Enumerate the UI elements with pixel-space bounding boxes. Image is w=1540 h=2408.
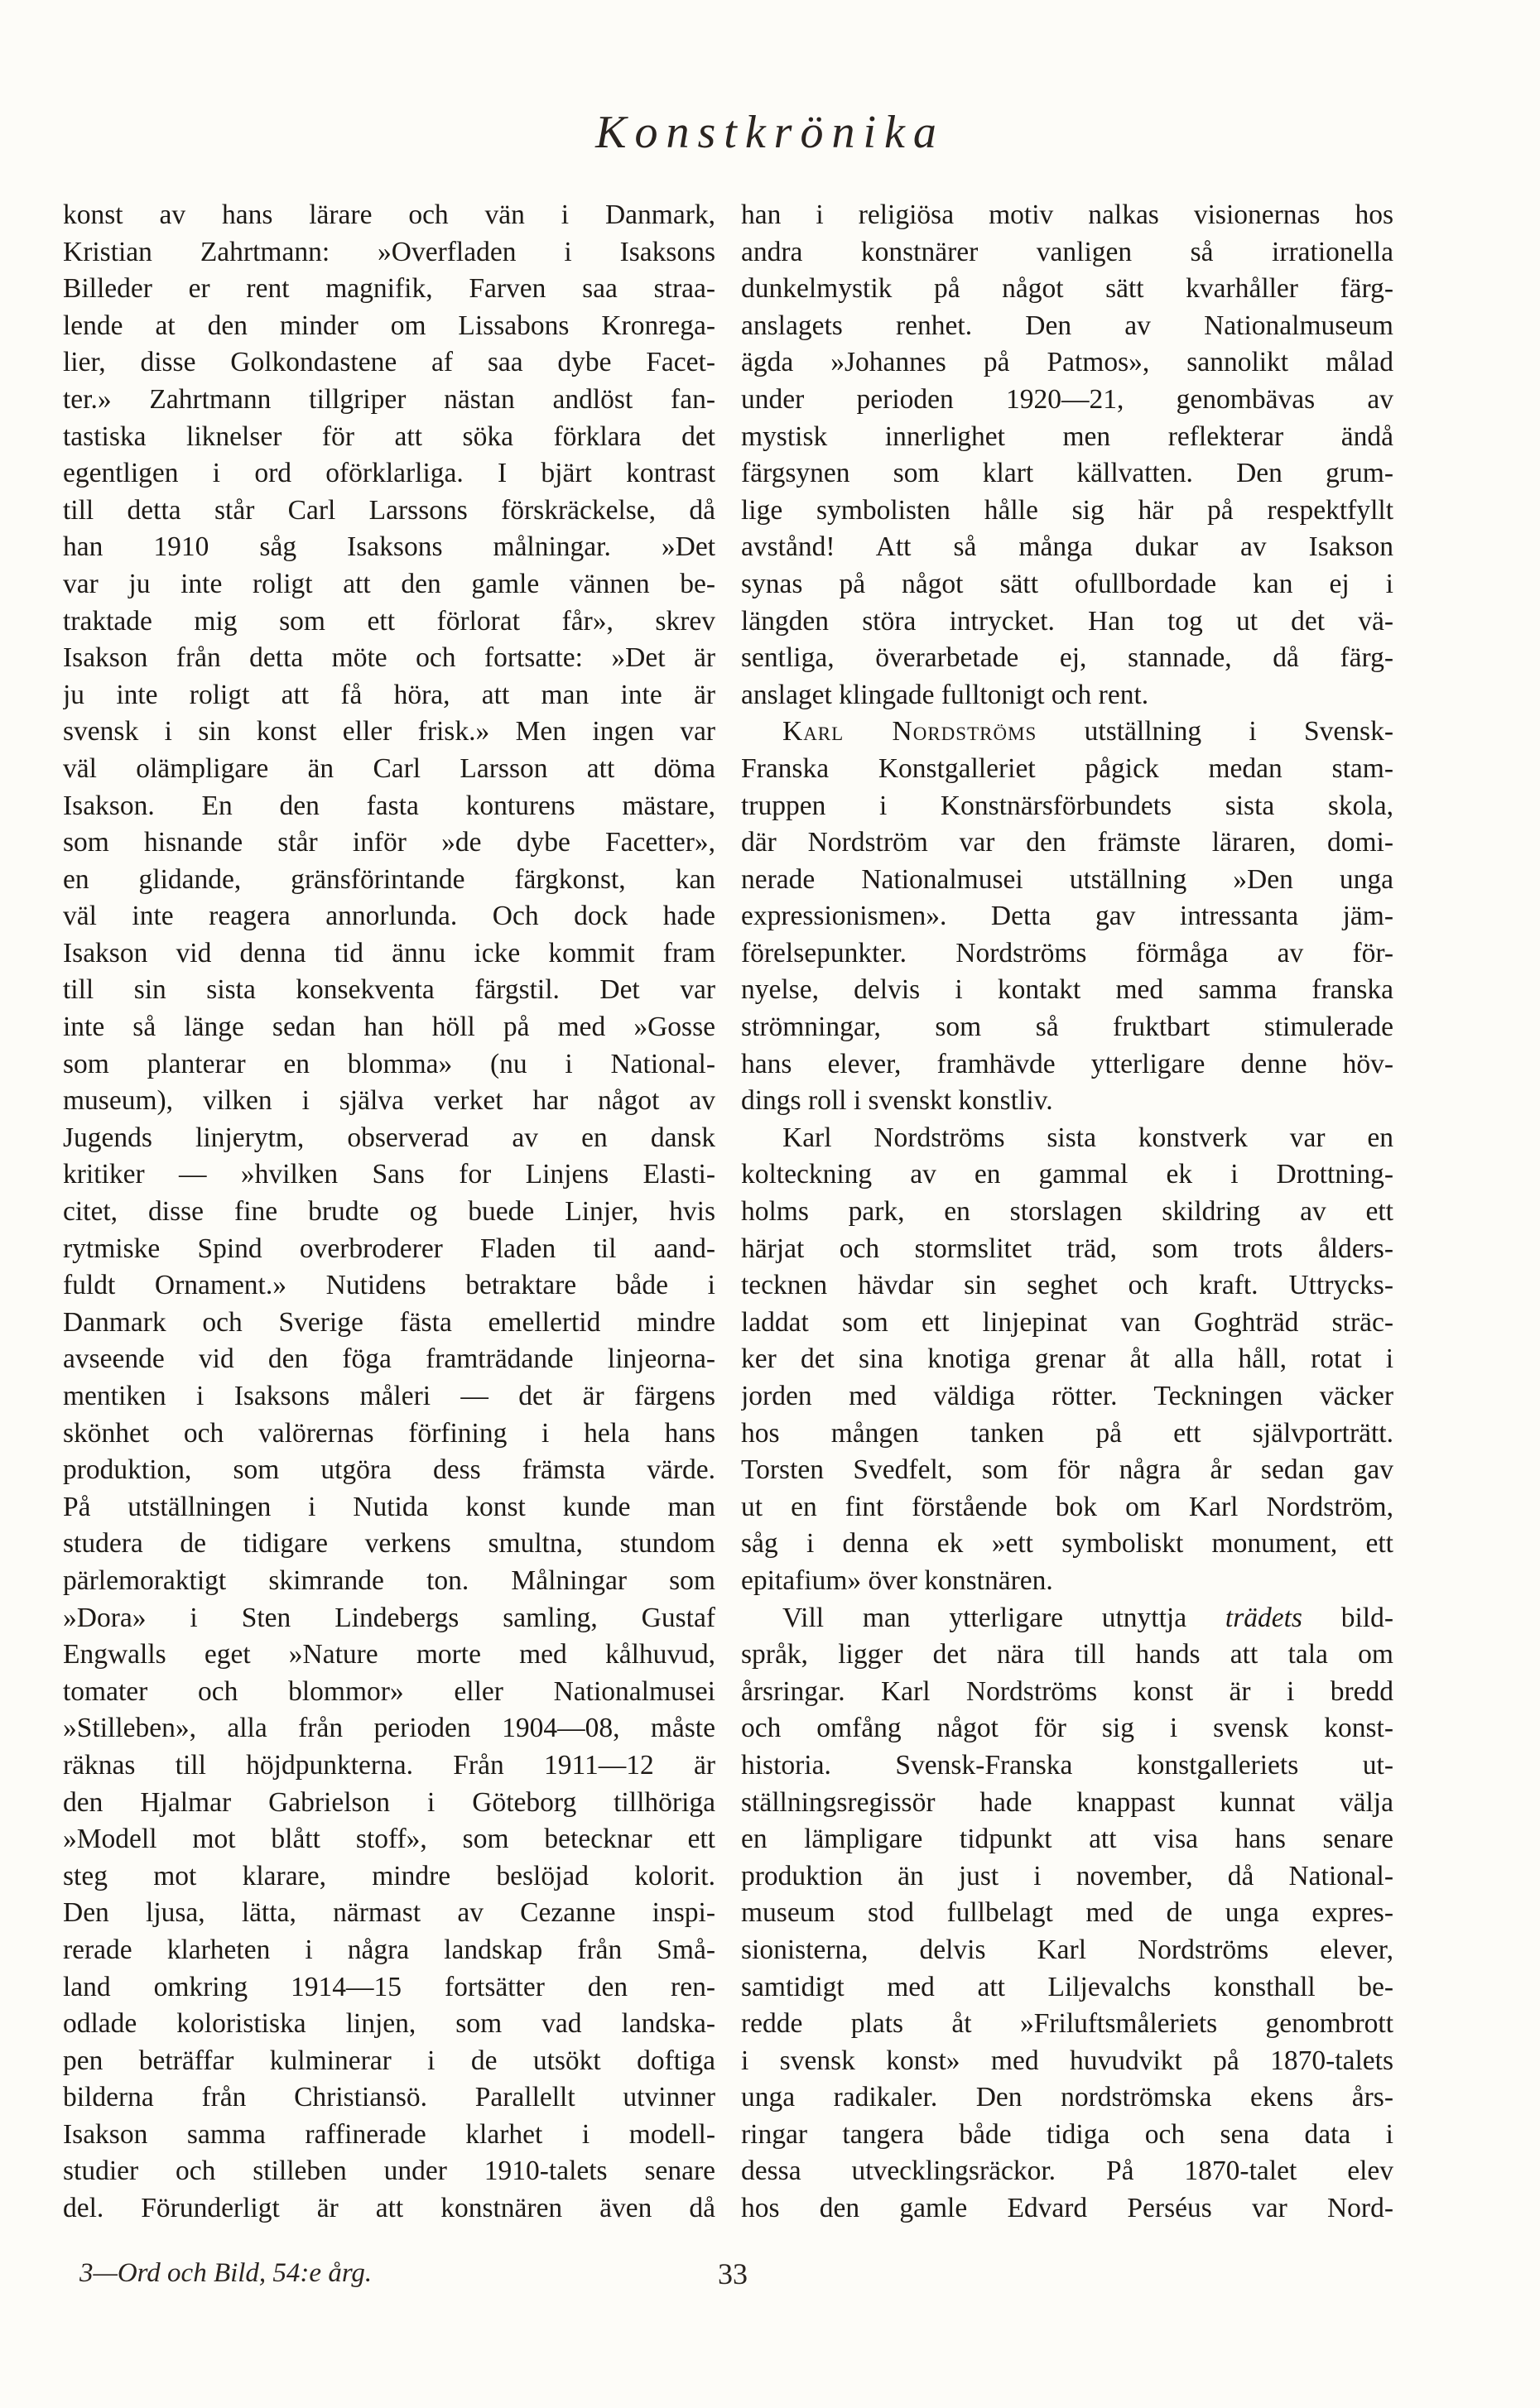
text-line: förelsepunkter. Nordströms förmåga av för- [741,937,1393,968]
text-line: dunkelmystik på något sätt kvarhåller färg- [741,273,1393,305]
text-line: historia. Svensk-Franska konstgalleriets ut- [741,1749,1393,1781]
text-line: där Nordström var den främste läraren, domi- [741,827,1393,858]
text-line: ju inte roligt att få höra, att man inte är [63,679,715,710]
text-line: unga radikaler. Den nordströmska ekens års- [741,2082,1393,2113]
text-line: samtidigt med att Liljevalchs konsthall be- [741,1971,1393,2002]
text-line: studier och stilleben under 1910-talets senare [63,2156,715,2187]
paragraph-last-artwork [741,1120,1393,1600]
text-line: tastiska liknelser för att söka förklara det [63,421,715,452]
text-line: andra konstnärer vanligen så irrationella [741,236,1393,267]
text-line: hos den gamle Edvard Perséus var Nord- [741,2193,1393,2224]
text-line: land omkring 1914—15 fortsätter den ren- [63,1971,715,2002]
text-line: lende at den minder om Lissabons Kronrega- [63,310,715,341]
text-line: nerade Nationalmusei utställning »Den unga [741,863,1393,895]
text-line: lige symbolisten hålle sig här på respektfyllt [741,494,1393,526]
text-line: under perioden 1920—21, genombävas av [741,383,1393,415]
text-line: ringar tangera både tidiga och sena data i [741,2118,1393,2150]
small-caps-name: Karl Nordströms [782,716,1037,747]
text-line: studera de tidigare verkens smultna, stundom [63,1528,715,1560]
text-line: väl olämpligare än Carl Larsson att döma [63,752,715,784]
text-line: ter.» Zahrtmann tillgriper nästan andlöst fan- [63,383,715,415]
text-line: Den ljusa, lätta, närmast av Cezanne inspi- [63,1897,715,1929]
text-line: ut en fint förstående bok om Karl Nordström, [741,1491,1393,1522]
text-line: Jugends linjerytm, observerad av en dansk [63,1122,715,1153]
text-line: kritiker — »hvilken Sans for Linjens Elasti- [63,1159,715,1190]
text-line: kolteckning av en gammal ek i Drottning- [741,1159,1393,1190]
text-line: årsringar. Karl Nordströms konst är i bredd [741,1675,1393,1707]
text-line: Torsten Svedfelt, som för några år sedan gav [741,1454,1393,1486]
text-line: anslagets renhet. Den av Nationalmuseum [741,310,1393,341]
left-column [63,197,715,2228]
text-line: ställningsregissör hade knappast kunnat välja [741,1786,1393,1818]
text-line: museum), vilken i själva verket har något av [63,1085,715,1117]
text-line: pen beträffar kulminerar i de utsökt doftiga [63,2045,715,2076]
text-line: språk, ligger det nära till hands att tala om [741,1639,1393,1670]
text-line: en glidande, gränsförintande färgkonst, kan [63,863,715,895]
text-line: i svensk konst» med huvudvikt på 1870-talets [741,2045,1393,2076]
text-line: räknas till höjdpunkterna. Från 1911—12 är [63,1749,715,1781]
text-line: »Modell mot blått stoff», som betecknar ett [63,1824,715,1855]
text-line: en lämpligare tidpunkt att visa hans senare [741,1824,1393,1855]
right-column [741,197,1393,2228]
italic-word: trädets [1225,1602,1302,1633]
text-line: Danmark och Sverige fästa emellertid mindre [63,1306,715,1338]
page-number: 33 [718,2257,748,2290]
text-line: som hisnande står inför »de dybe Facetter», [63,827,715,858]
text-line: expressionismen». Detta gav intressanta jäm- [741,901,1393,932]
text-line: som planterar en blomma» (nu i National- [63,1048,715,1079]
text-line: strömningar, som så fruktbart stimulerade [741,1012,1393,1043]
text-line: fuldt Ornament.» Nutidens betraktare både i [63,1270,715,1301]
text-line: väl inte reagera annorlunda. Och dock hade [63,901,715,932]
text-line: hans elever, framhävde ytterligare denne höv- [741,1048,1393,1079]
text-line: mystisk innerlighet men reflekterar ändå [741,421,1393,452]
text-line: odlade koloristiska linjen, som vad landska- [63,2008,715,2040]
text-line: dings roll i svenskt konstliv. [741,1085,1053,1117]
text-line: jorden med väldiga rötter. Teckningen väcker [741,1381,1393,1411]
text-line: museum stod fullbelagt med de unga expres- [741,1897,1393,1929]
text-line: avstånd! Att så många dukar av Isakson [741,531,1393,563]
journal-signature: 3—Ord och Bild, 54:e årg. [79,2258,373,2288]
text-line: epitafium» över konstnären. [741,1564,1053,1596]
text-line: han i religiösa motiv nalkas visionernas hos [741,199,1393,230]
text-line: avseende vid den föga framträdande linjeorna- [63,1343,715,1375]
text-line: citet, disse fine brudte og buede Linjer, hvis [63,1196,715,1228]
text-line: »Stilleben», alla från perioden 1904—08, måste [63,1713,715,1744]
text-line: Kristian Zahrtmann: »Overfladen i Isaksons [63,236,715,267]
text-line: Isakson från detta möte och fortsatte: »Det är [63,642,715,674]
text-line: holms park, en storslagen skildring av ett [741,1196,1393,1228]
text-line: del. Förunderligt är att konstnären även då [63,2193,715,2224]
text-line: dessa utvecklingsräckor. På 1870-talet elev [741,2156,1393,2187]
text-line: bilderna från Christiansö. Parallellt utvinner [63,2082,715,2113]
text-line: var ju inte roligt att den gamle vännen be- [63,568,715,599]
text-line: traktade mig som ett förlorat får», skrev [63,605,715,637]
text-line: lier, disse Golkondastene af saa dybe Facet- [63,347,715,378]
text-line: skönhet och valörernas förfining i hela hans [63,1417,715,1449]
text-line: sionisterna, delvis Karl Nordströms elever, [741,1934,1393,1965]
text-line: På utställningen i Nutida konst kunde man [63,1491,715,1522]
text-line: hos mången tanken på ett självporträtt. [741,1417,1393,1449]
text-line: tecknen hävdar sin seghet och kraft. Uttrycks- [741,1270,1393,1301]
text-line: redde plats åt »Friluftsmåleriets genombrott [741,2008,1393,2040]
text-line: tomater och blommor» eller Nationalmusei [63,1675,715,1707]
text-line: konst av hans lärare och vän i Danmark, [63,199,715,230]
text-line: »Dora» i Sten Lindebergs samling, Gustaf [63,1602,715,1633]
text-line: och omfång något för sig i svensk konst- [741,1713,1393,1744]
text-line: Isakson vid denna tid ännu icke kommit fram [63,937,715,968]
text-line: Isakson samma raffinerade klarhet i modell- [63,2118,715,2150]
text-line: mentiken i Isaksons måleri — det är färgens [63,1381,715,1411]
text-line: till detta står Carl Larssons förskräckelse, då [63,494,715,526]
text-line: sentliga, överarbetade ej, stannade, då färg- [741,642,1393,674]
text-line: den Hjalmar Gabrielson i Göteborg tillhöriga [63,1786,715,1818]
running-title: Konstkrönika [595,107,945,158]
text-line: ker det sina knotiga grenar åt alla håll, rotat i [741,1343,1393,1375]
text-line: såg i denna ek »ett symboliskt monument, ett [741,1528,1393,1560]
text-line: synas på något sätt ofullbordade kan ej i [741,568,1393,599]
text-line: till sin sista konsekventa färgstil. Det var [63,974,715,1006]
text-line: nyelse, delvis i kontakt med samma franska [741,974,1393,1006]
text-line: egentligen i ord oförklarliga. I bjärt kontrast [63,458,715,489]
text-line: Franska Konstgalleriet pågick medan stam- [741,752,1393,784]
paragraph-tree-rings [741,1600,1393,2228]
paragraph-karl-nordstrom-exhibition [741,714,1393,1120]
text-line: produktion, som utgöra dess främsta värde. [63,1454,715,1486]
text-line: Isakson. En den fasta konturens mästare, [63,790,715,821]
text-line: längden störa intrycket. Han tog ut det vä- [741,605,1393,637]
text-line: ägda »Johannes på Patmos», sannolikt målad [741,347,1393,378]
text-line: anslaget klingade fulltonigt och rent. [741,679,1149,710]
text-line: pärlemoraktigt skimrande ton. Målningar som [63,1564,715,1596]
text-line: Karl Nordströms utställning i Svensk- [782,716,1393,747]
text-line: Karl Nordströms sista konstverk var en [782,1122,1393,1153]
text-line: han 1910 såg Isaksons målningar. »Det [63,531,715,563]
text-line: produktion än just i november, då National- [741,1860,1393,1891]
text-line: härjat och stormslitet träd, som trots ålders- [741,1233,1393,1264]
text-line: laddat som ett linjepinat van Goghträd sträc- [741,1306,1393,1338]
text-line: Vill man ytterligare utnyttja trädets bild- [782,1602,1393,1633]
text-line: Engwalls eget »Nature morte med kålhuvud, [63,1639,715,1670]
text-line: steg mot klarare, mindre beslöjad kolorit. [63,1860,715,1891]
text-line: truppen i Konstnärsförbundets sista skola, [741,790,1393,821]
text-line: inte så länge sedan han höll på med »Gosse [63,1012,715,1043]
text-line: svensk i sin konst eller frisk.» Men ingen var [63,716,715,747]
text-line: rerade klarheten i några landskap från Små- [63,1934,715,1965]
paragraph-religious-motifs [741,197,1393,714]
text-line: rytmiske Spind overbroderer Fladen til aand- [63,1233,715,1264]
text-line: Billeder er rent magnifik, Farven saa straa- [63,273,715,305]
text-line: färgsynen som klart källvatten. Den grum- [741,458,1393,489]
